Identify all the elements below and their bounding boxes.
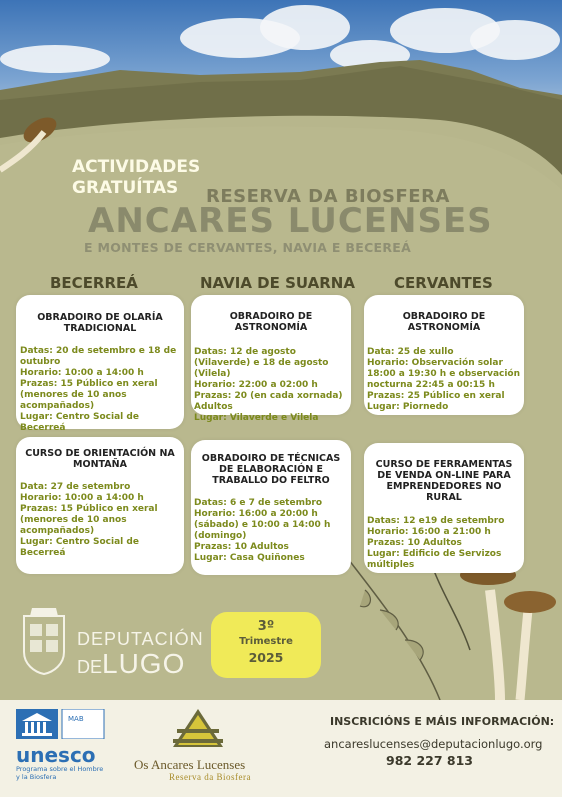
card-lugar: Lugar: Edificio de Servizos múltiples [367, 549, 502, 570]
unesco-sub2: y la Biosfera [16, 773, 57, 781]
card-lugar: Lugar: Piornedo [367, 402, 449, 412]
card-datas: Datas: 12 de agosto (Vilaverde) e 18 de agosto (Vilela) [194, 347, 329, 379]
card-prazas: Prazas: 25 Público en xeral [367, 391, 505, 401]
activity-card-feltro [191, 440, 351, 575]
card-prazas: Prazas: 15 Público en xeral (menores de 10 anos acompañados) [20, 379, 158, 411]
card-title: OBRADOIRO DE OLARÍA TRADICIONAL [37, 312, 163, 334]
card-horario: Horario: Observación solar 18:00 a 19:30 h e observación nocturna 22:45 a 00:15 h [367, 358, 521, 390]
card-title: OBRADOIRO DE TÉCNICAS DE ELABORACIÓN E TRABALLO DO FELTRO [201, 453, 341, 486]
contact-phone[interactable]: 982 227 813 [386, 753, 473, 768]
inscricions-heading: INSCRICIÓNS E MÁIS INFORMACIÓN: [330, 715, 555, 728]
ancares-heading: ANCARES LUCENSES [88, 201, 493, 241]
de-text: DE [77, 657, 103, 677]
activity-card-astronomia-navia [191, 295, 351, 423]
activity-card-venda-online [364, 443, 524, 573]
deputacion-text: DEPUTACIÓN [77, 629, 204, 649]
montes-subheading: E MONTES DE CERVANTES, NAVIA E BECEREÁ [84, 240, 412, 255]
card-horario: Horario: 16:00 a 20:00 h (sábado) e 10:00 a 14:00 h (domingo) [194, 509, 331, 541]
deputacion-shield-icon [18, 604, 70, 676]
trimestre-badge [211, 612, 321, 678]
activity-card-astronomia-cervantes [364, 295, 524, 415]
activity-card-orientacion [16, 437, 184, 574]
trimestre-label: Trimestre [239, 636, 293, 647]
mab-text: MAB [68, 715, 84, 723]
card-title: CURSO DE ORIENTACIÓN NA MONTAÑA [25, 448, 175, 470]
unesco-text: unesco [16, 743, 96, 767]
card-title: OBRADOIRO DE ASTRONOMÍA [402, 311, 486, 333]
lugo-text: LUGO [102, 648, 186, 679]
column-becerrea: BECERREÁ [50, 274, 138, 292]
card-lugar: Lugar: Centro Social de Becerreá [20, 412, 139, 433]
title-gratuitas: GRATUÍTAS [72, 178, 179, 198]
card-prazas: Prazas: 10 Adultos [194, 542, 289, 552]
card-title: OBRADOIRO DE ASTRONOMÍA [229, 311, 313, 333]
card-datas: Data: 27 de setembro [20, 482, 131, 492]
reserva-heading: RESERVA DA BIOSFERA [206, 186, 450, 207]
trimestre-year: 2025 [248, 650, 284, 665]
ancares-pyramid-icon [163, 707, 233, 757]
unesco-temple-icon [16, 709, 106, 739]
card-horario: Horario: 10:00 a 14:00 h [20, 493, 144, 503]
card-lugar: Lugar: Centro Social de Becerreá [20, 537, 139, 558]
de-lugo-text [77, 648, 185, 680]
ancares-logo-text: Os Ancares Lucenses [134, 757, 246, 772]
column-navia: NAVIA DE SUARNA [200, 274, 355, 292]
card-title: CURSO DE FERRAMENTAS DE VENDA ON-LINE PARA EMPRENDEDORES NO RURAL [375, 459, 513, 503]
column-cervantes: CERVANTES [394, 274, 493, 292]
card-prazas: Prazas: 20 (en cada xornada) Adultos [194, 391, 343, 412]
card-lugar: Lugar: Vilaverde e Vilela [194, 413, 319, 423]
card-prazas: Prazas: 10 Adultos [367, 538, 462, 548]
unesco-logo [16, 709, 106, 781]
card-datas: Datas: 6 e 7 de setembro [194, 498, 323, 508]
card-horario: Horario: 16:00 a 21:00 h [367, 527, 491, 537]
card-datas: Data: 25 de xullo [367, 347, 454, 357]
card-datas: Datas: 12 e19 de setembro [367, 516, 505, 526]
card-horario: Horario: 10:00 a 14:00 h [20, 368, 144, 378]
title-actividades: ACTIVIDADES [72, 157, 201, 177]
card-datas: Datas: 20 de setembro e 18 de outubro [20, 346, 177, 367]
card-lugar: Lugar: Casa Quiñones [194, 553, 305, 563]
contact-email[interactable]: ancareslucenses@deputacionlugo.org [324, 737, 543, 751]
activity-card-olaria [16, 295, 184, 433]
card-horario: Horario: 22:00 a 02:00 h [194, 380, 318, 390]
unesco-sub1: Programa sobre el Hombre [16, 765, 104, 773]
trimestre-number: 3º [257, 619, 275, 634]
card-prazas: Prazas: 15 Público en xeral (menores de 10 anos acompañados) [20, 504, 158, 536]
ancares-logo-subtext: Reserva da Biosfera [169, 772, 251, 782]
